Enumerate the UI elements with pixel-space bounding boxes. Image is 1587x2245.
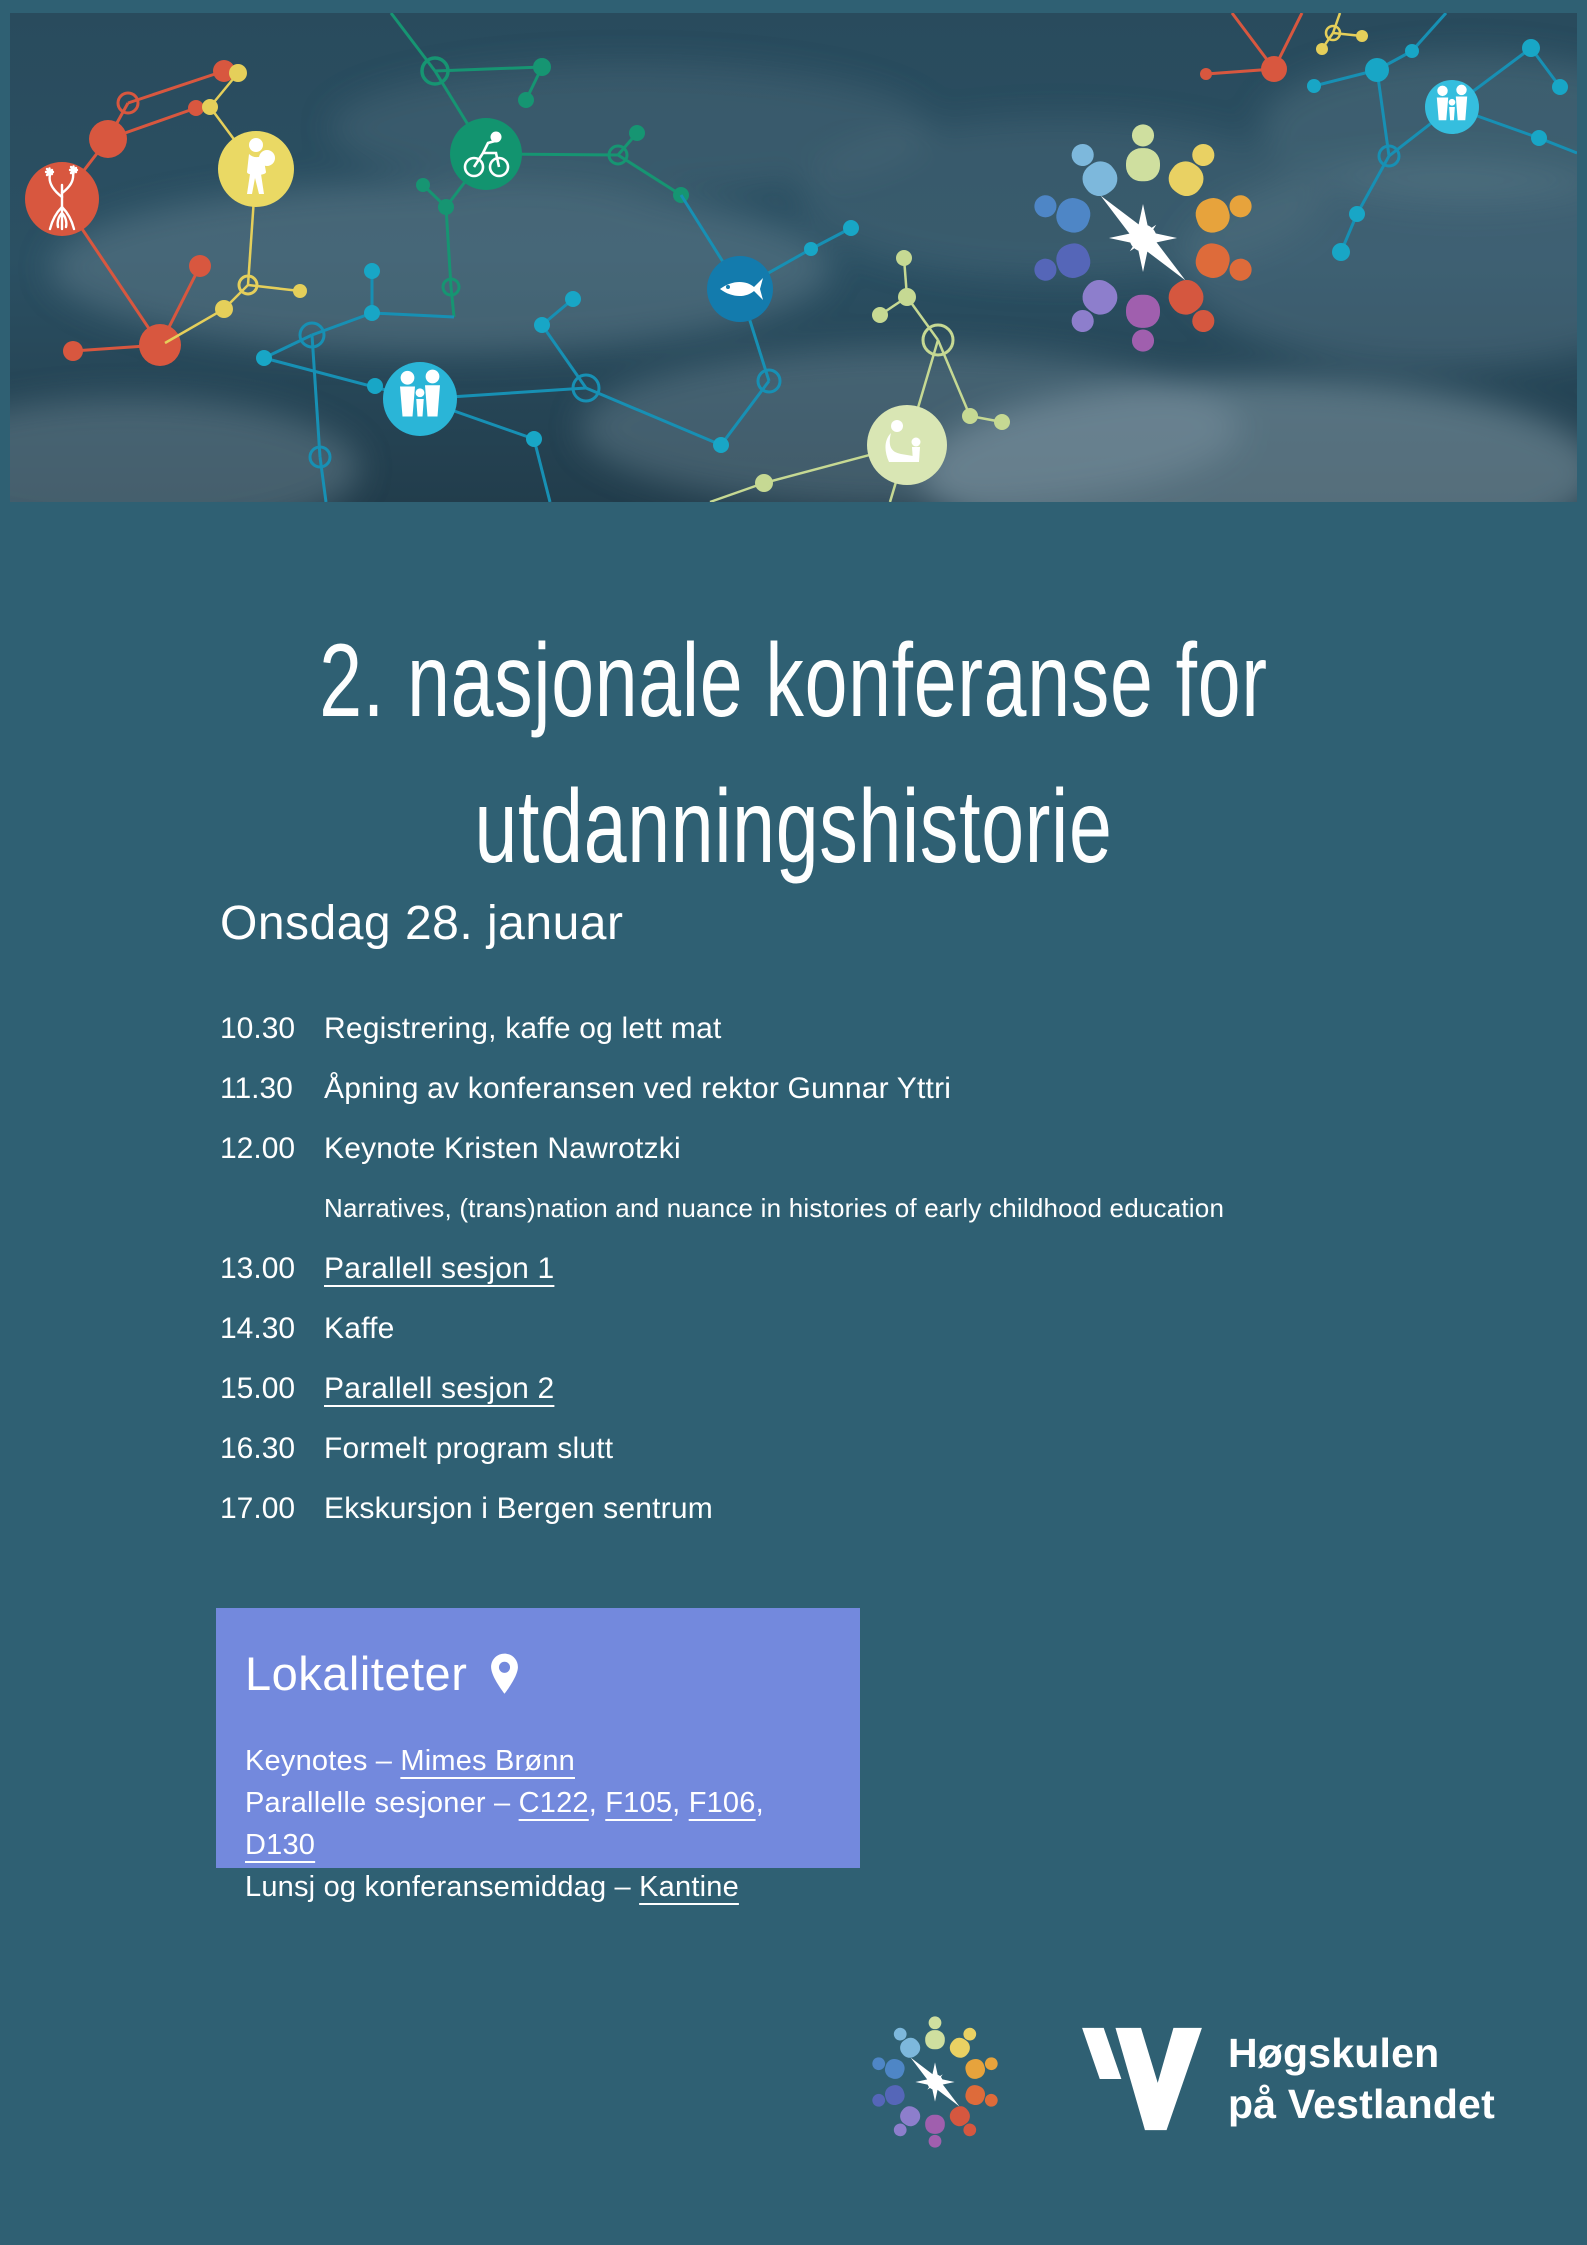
event-title: Keynote Kristen Nawrotzki <box>324 1132 681 1165</box>
event-time: 14.30 <box>220 1312 296 1345</box>
cyclist-node-icon <box>450 118 522 190</box>
reading-node-icon <box>867 405 947 485</box>
title-line-2: utdanningshistorie <box>474 768 1113 885</box>
schedule-row <box>220 1072 1500 1106</box>
event-title: Åpning av konferansen ved rektor Gunnar Yttri <box>324 1072 952 1105</box>
dining-room-link[interactable]: Kantine <box>639 1871 739 1903</box>
event-title: Registrering, kaffe og lett mat <box>324 1012 722 1045</box>
locations-heading <box>245 1648 840 1700</box>
locations-dining-line <box>245 1866 840 1908</box>
event-title: Formelt program slutt <box>324 1432 614 1465</box>
hvl-org-name <box>1228 2028 1495 2130</box>
schedule-row <box>220 1312 1500 1346</box>
family-node-icon-right <box>1425 80 1479 134</box>
room-separator: , <box>672 1787 689 1819</box>
player-node-icon <box>218 131 294 207</box>
schedule-row <box>220 1372 1500 1406</box>
room-separator: , <box>755 1787 764 1819</box>
hvl-v-icon <box>1078 2024 1206 2134</box>
schedule-row-keynote-subtitle <box>220 1192 1500 1224</box>
locations-box <box>216 1608 860 1903</box>
day-heading: Onsdag 28. januar <box>220 897 624 950</box>
room-link-f106[interactable]: F106 <box>688 1787 756 1819</box>
event-time: 10.30 <box>220 1012 296 1045</box>
schedule-row <box>220 1012 1500 1046</box>
room-separator: , <box>588 1787 606 1819</box>
room-link-c122[interactable]: C122 <box>518 1787 589 1819</box>
locations-sessions-line <box>245 1782 840 1866</box>
keynotes-label: Keynotes – <box>245 1745 401 1777</box>
hvl-org-line-1: Høgskulen <box>1228 2030 1440 2076</box>
conference-logo-footer <box>860 2007 1010 2157</box>
fish-node-icon <box>707 256 773 322</box>
event-time: 16.30 <box>220 1432 296 1465</box>
room-link-f105[interactable]: F105 <box>605 1787 673 1819</box>
schedule-section <box>220 896 1500 1552</box>
event-time: 11.30 <box>220 1072 293 1105</box>
family-node-icon <box>383 362 457 436</box>
parallel-session-1-link[interactable]: Parallell sesjon 1 <box>324 1252 555 1285</box>
locations-keynotes-line <box>245 1740 840 1782</box>
event-time: 12.00 <box>220 1132 296 1165</box>
sessions-label: Parallelle sesjoner – <box>245 1787 519 1819</box>
event-title: Kaffe <box>324 1312 395 1345</box>
keynotes-room-link[interactable]: Mimes Brønn <box>400 1745 575 1777</box>
room-link-d130[interactable]: D130 <box>245 1829 316 1861</box>
title-line-1: 2. nasjonale konferanse for <box>319 622 1268 739</box>
schedule-row <box>220 1432 1500 1466</box>
keynote-subtitle: Narratives, (trans)nation and nuance in histories of early childhood education <box>324 1193 1225 1223</box>
hvl-logo-lockup <box>1078 2024 1495 2134</box>
plant-node-icon <box>25 162 99 236</box>
locations-heading-label: Lokaliteter <box>245 1647 468 1700</box>
schedule-row <box>220 1132 1500 1166</box>
event-time: 17.00 <box>220 1492 296 1525</box>
hero-banner <box>10 13 1577 502</box>
event-title: Ekskursjon i Bergen sentrum <box>324 1492 713 1525</box>
schedule-row <box>220 1252 1500 1286</box>
event-time: 13.00 <box>220 1252 296 1285</box>
parallel-session-2-link[interactable]: Parallell sesjon 2 <box>324 1372 555 1405</box>
map-pin-icon <box>487 1651 522 1697</box>
schedule-row <box>220 1492 1500 1526</box>
hvl-org-line-2: på Vestlandet <box>1228 2081 1495 2127</box>
page-title <box>206 608 1380 900</box>
dining-label: Lunsj og konferansemiddag – <box>245 1871 640 1903</box>
hero-illustration <box>10 13 1577 502</box>
event-time: 15.00 <box>220 1372 296 1405</box>
